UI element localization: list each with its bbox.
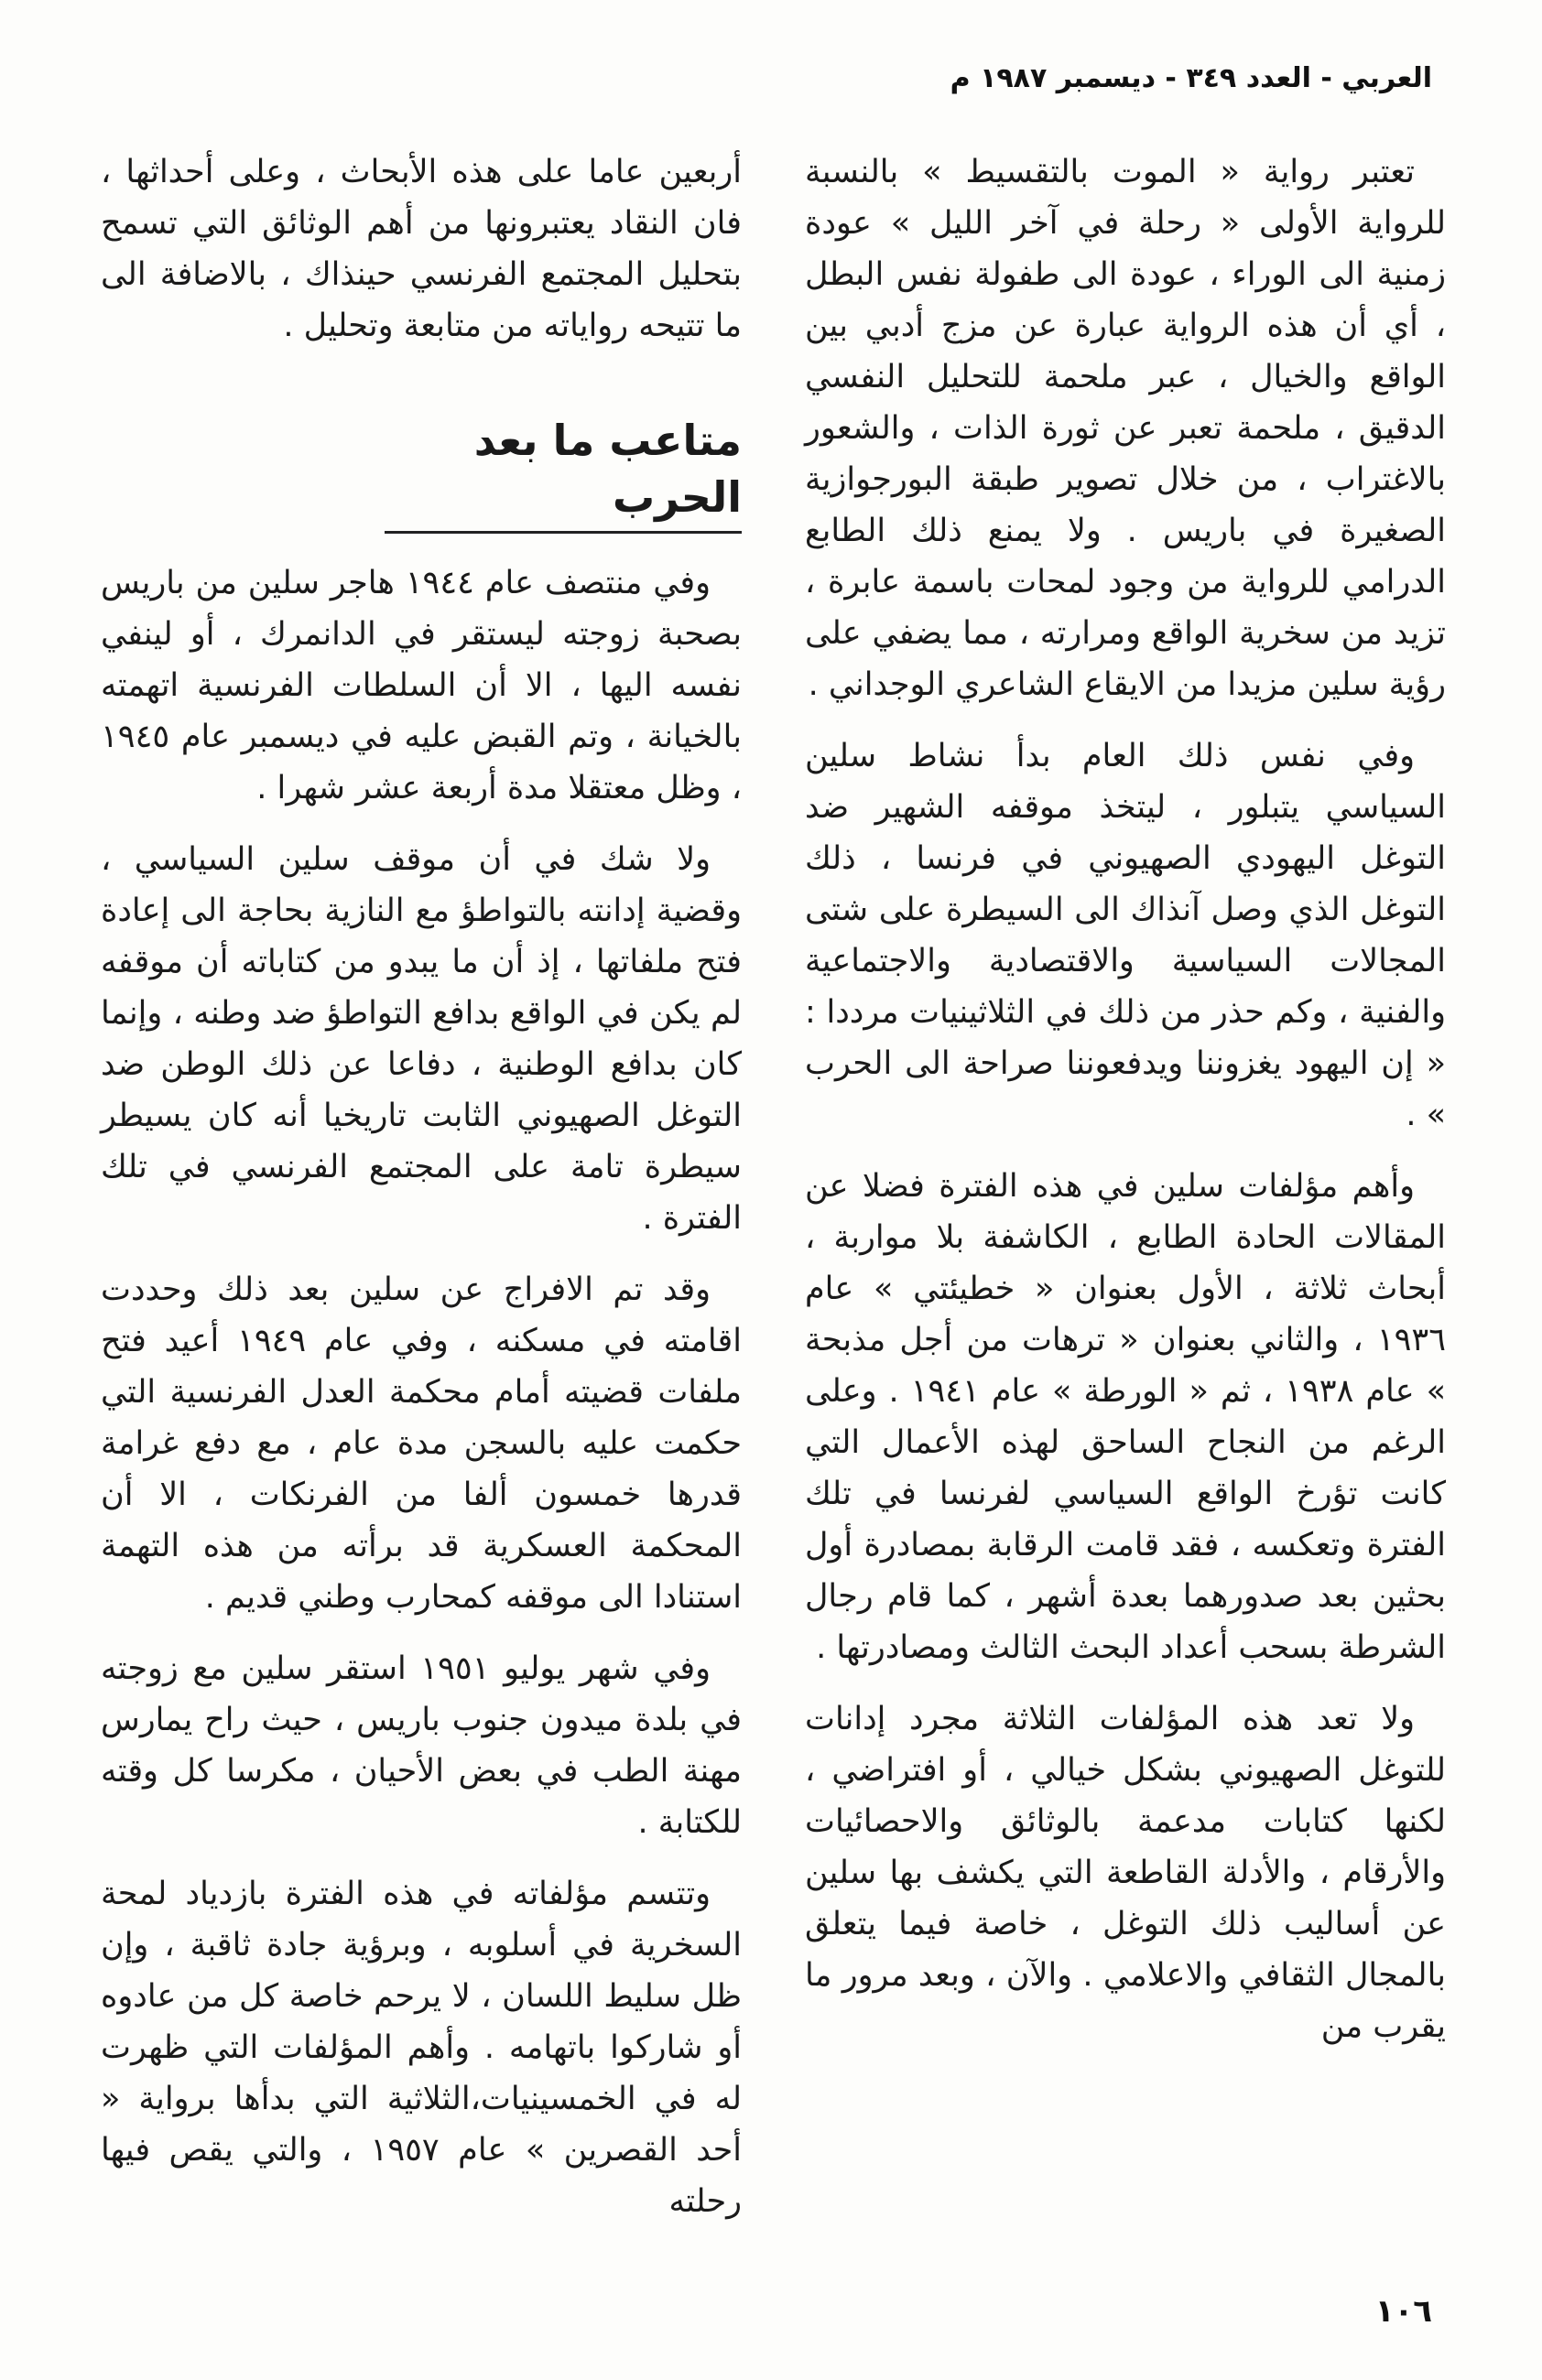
paragraph: وفي شهر يوليو ١٩٥١ استقر سلين مع زوجته في بلدة ميدون جنوب باريس ، حيث راح يمارس مهنة الطب في بعض الأحيان ، مكرسا كل وقته للكتابة . [101, 1650, 742, 1841]
paragraph: وأهم مؤلفات سلين في هذه الفترة فضلا عن المقالات الحادة الطابع ، الكاشفة بلا مواربة ، أبحاث ثلاثة ، الأول بعنوان « خطيئتي » عام ١٩٣٦ ، والثاني بعنوان « ترهات من أجل مذبحة » عام ١٩٣٨ ، ثم « الورطة » عام ١٩٤١ . وعلى الرغم من النجاح الساحق لهذه الأعمال التي كانت تؤرخ الواقع السياسي لفرنسا في تلك الفترة وتعكسه ، فقد قامت الرقابة بمصادرة أول بحثين بعد صدورهما بعدة أشهر ، كما قام رجال الشرطة بسحب أعداد البحث الثالث ومصادرتها . [805, 1168, 1446, 1666]
paragraph: أربعين عاما على هذه الأبحاث ، وعلى أحداثها ، فان النقاد يعتبرونها من أهم الوثائق التي تسمح بتحليل المجتمع الفرنسي حينذاك ، بالاضافة الى ما تتيحه رواياته من متابعة وتحليل . [101, 154, 742, 344]
section-heading: متاعب ما بعد الحرب [385, 412, 742, 534]
paragraph: ولا تعد هذه المؤلفات الثلاثة مجرد إدانات للتوغل الصهيوني بشكل خيالي ، أو افتراضي ، لكنها كتابات مدعمة بالوثائق والاحصائيات والأرقام ، والأدلة القاطعة التي يكشف بها سلين عن أساليب ذلك التوغل ، خاصة فيما يتعلق بالمجال الثقافي والاعلامي . والآن ، وبعد مرور ما يقرب من [805, 1701, 1446, 2045]
section-heading-wrapper [101, 372, 742, 557]
paragraph: ولا شك في أن موقف سلين السياسي ، وقضية إدانته بالتواطؤ مع النازية بحاجة الى إعادة فتح ملفاتها ، إذ أن ما يبدو من كتاباته أن موقفه لم يكن في الواقع بدافع التواطؤ ضد وطنه ، وإنما كان بدافع الوطنية ، دفاعا عن ذلك الوطن ضد التوغل الصهيوني الثابت تاريخيا أنه كان يسيطر سيطرة تامة على المجتمع الفرنسي في تلك الفترة . [101, 841, 742, 1237]
page-number: ١٠٦ [1374, 2293, 1432, 2330]
paragraph: وفي نفس ذلك العام بدأ نشاط سلين السياسي يتبلور ، ليتخذ موقفه الشهير ضد التوغل اليهودي الصهيوني في فرنسا ، ذلك التوغل الذي وصل آنذاك الى السيطرة على شتى المجالات السياسية والاقتصادية والاجتماعية والفنية ، وكم حذر من ذلك في الثلاثينيات مرددا : « إن اليهود يغزوننا ويدفعوننا صراحة الى الحرب » . [805, 738, 1446, 1133]
paragraph: وفي منتصف عام ١٩٤٤ هاجر سلين من باريس بصحبة زوجته ليستقر في الدانمرك ، أو لينفي نفسه اليها ، الا أن السلطات الفرنسية اتهمته بالخيانة ، وتم القبض عليه في ديسمبر عام ١٩٤٥ ، وظل معتقلا مدة أربعة عشر شهرا . [101, 565, 742, 806]
paragraph: وتتسم مؤلفاته في هذه الفترة بازدياد لمحة السخرية في أسلوبه ، وبرؤية جادة ثاقبة ، وإن ظل سليط اللسان ، لا يرحم خاصة كل من عادوه أو شاركوا باتهامه . وأهم المؤلفات التي ظهرت له في الخمسينيات،الثلاثية التي بدأها برواية « أحد القصرين » عام ١٩٥٧ ، والتي يقص فيها رحلته [101, 1876, 742, 2220]
left-column [101, 146, 742, 2247]
paragraph: تعتبر رواية « الموت بالتقسيط » بالنسبة للرواية الأولى « رحلة في آخر الليل » عودة زمنية الى الوراء ، عودة الى طفولة نفس البطل ، أي أن هذه الرواية عبارة عن مزج أدبي بين الواقع والخيال ، عبر ملحمة للتحليل النفسي الدقيق ، ملحمة تعبر عن ثورة الذات ، والشعور بالاغتراب ، من خلال تصوير طبقة البورجوازية الصغيرة في باريس . ولا يمنع ذلك الطابع الدرامي للرواية من وجود لمحات باسمة عابرة ، تزيد من سخرية الواقع ومرارته ، مما يضفي على رؤية سلين مزيدا من الايقاع الشاعري الوجداني . [805, 154, 1446, 703]
paragraph: وقد تم الافراج عن سلين بعد ذلك وحددت اقامته في مسكنه ، وفي عام ١٩٤٩ أعيد فتح ملفات قضيته أمام محكمة العدل الفرنسية التي حكمت عليه بالسجن مدة عام ، مع دفع غرامة قدرها خمسون ألفا من الفرنكات ، الا أن المحكمة العسكرية قد برأته من هذه التهمة استنادا الى موقفه كمحارب وطني قديم . [101, 1271, 742, 1616]
right-column [805, 146, 1446, 2072]
running-header: العربي - العدد ٣٤٩ - ديسمبر ١٩٨٧ م [950, 62, 1432, 94]
